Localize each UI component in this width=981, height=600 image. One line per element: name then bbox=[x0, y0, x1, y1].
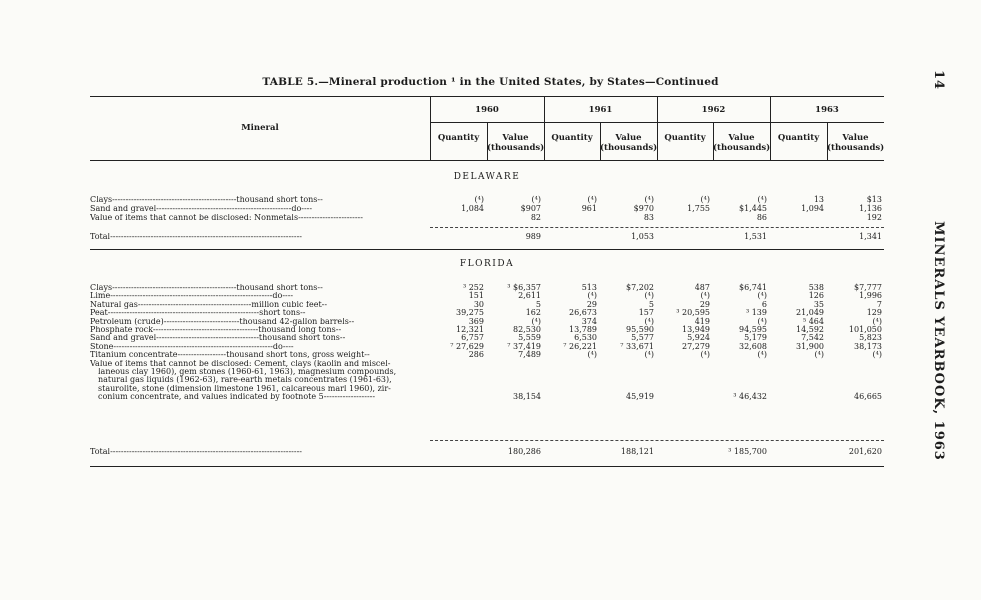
florida-row-cell: 95,590 bbox=[626, 325, 654, 334]
subtotal-rule bbox=[430, 440, 884, 441]
delaware-row-cell: 1,084 bbox=[461, 204, 484, 213]
florida-row-cell: (⁴) bbox=[644, 316, 654, 326]
delaware-row-cell: $970 bbox=[633, 204, 654, 213]
delaware-row-cell: (⁴) bbox=[644, 195, 654, 204]
florida-row-cell: 5,924 bbox=[687, 333, 710, 343]
florida-row-cell: (⁴) bbox=[872, 316, 882, 326]
florida-row-cell: $6,741 bbox=[739, 283, 767, 292]
florida-row-cell: 94,595 bbox=[739, 325, 767, 334]
delaware-row-cell: (⁴) bbox=[474, 195, 484, 204]
florida-row-cell: ⁵ 464 bbox=[802, 316, 824, 326]
florida-row-cell: ⁷ 37,419 bbox=[507, 341, 541, 351]
florida-row-label: Natural gas------------------------------------------million cubic feet-- bbox=[90, 300, 328, 309]
florida-row-cell: (⁴) bbox=[587, 291, 597, 301]
florida-undisclosed-cell: 38,154 bbox=[513, 392, 541, 402]
value-header: Value (thousands) bbox=[487, 133, 545, 153]
florida-undisclosed-cell: ³ 46,432 bbox=[733, 392, 767, 402]
delaware-row-label: Clays----------------------------------------------thousand short tons-- bbox=[90, 196, 323, 204]
florida-row-cell: ³ 20,595 bbox=[676, 308, 710, 318]
florida-undisclosed-cell: 45,919 bbox=[626, 392, 654, 402]
florida-row-cell: 513 bbox=[581, 283, 597, 292]
florida-row-cell: 14,592 bbox=[796, 325, 824, 334]
florida-row-cell: 82,530 bbox=[513, 325, 541, 334]
value-header: Value (thousands) bbox=[827, 133, 885, 153]
page-number: 14 bbox=[931, 70, 946, 91]
year-1963: 1963 bbox=[815, 105, 839, 115]
florida-row-cell: 26,673 bbox=[569, 308, 597, 318]
florida-row-label: Stone-----------------------------------------------------------do---- bbox=[90, 342, 294, 351]
florida-row-cell: 6 bbox=[761, 299, 767, 309]
florida-total-cell: 180,286 bbox=[507, 447, 541, 456]
florida-row-cell: ⁷ 33,671 bbox=[620, 341, 654, 351]
running-head: MINERALS YEARBOOK, 1963 bbox=[931, 221, 946, 461]
florida-row-cell: 27,279 bbox=[682, 341, 710, 351]
florida-row-cell: ³ $6,357 bbox=[507, 283, 541, 292]
florida-row-cell: 12,321 bbox=[456, 325, 484, 334]
florida-undisclosed-line: Value of items that cannot be disclosed: Cement, clays (kaolin and miscel- bbox=[90, 359, 391, 368]
delaware-row-cell: 1,755 bbox=[687, 204, 710, 213]
florida-row-cell: (⁴) bbox=[872, 350, 882, 360]
florida-row-cell: $7,202 bbox=[626, 283, 654, 292]
florida-row-cell: 419 bbox=[694, 316, 710, 326]
florida-row-cell: 369 bbox=[468, 316, 484, 326]
table-title: TABLE 5.—Mineral production ¹ in the United States, by States—Continued bbox=[262, 76, 719, 88]
florida-row-cell: 38,173 bbox=[854, 341, 882, 351]
florida-row-cell: 7,489 bbox=[518, 350, 541, 360]
delaware-row-cell: 961 bbox=[581, 204, 597, 213]
florida-row-cell: 1,996 bbox=[859, 291, 882, 301]
delaware-row-cell: 192 bbox=[866, 213, 882, 222]
delaware-row-cell: 13 bbox=[813, 195, 824, 204]
florida-row-label: Petroleum (crude)----------------------------thousand 42-gallon barrels-- bbox=[90, 317, 355, 326]
florida-row-label: Peat--------------------------------------------------------short tons-- bbox=[90, 309, 306, 318]
delaware-total-cell: 1,341 bbox=[859, 232, 882, 241]
florida-total-cell: 188,121 bbox=[620, 447, 654, 456]
florida-total-cell: 201,620 bbox=[848, 447, 882, 456]
florida-row-cell: 5,577 bbox=[631, 333, 654, 343]
florida-row-cell: 5,823 bbox=[859, 333, 882, 343]
florida-row-cell: 5 bbox=[648, 299, 654, 309]
florida-row-label: Titanium concentrate------------------thousand short tons, gross weight-- bbox=[90, 351, 370, 360]
delaware-total-cell: 1,053 bbox=[631, 232, 654, 241]
florida-total-label: Total----------------------------------------------------------------------- bbox=[90, 448, 302, 456]
delaware-row-cell: (⁴) bbox=[700, 195, 710, 204]
delaware-row-cell: 86 bbox=[756, 213, 767, 222]
delaware-total-cell: 989 bbox=[525, 232, 541, 241]
delaware-row-cell: 1,136 bbox=[859, 204, 882, 213]
quantity-header: Quantity bbox=[551, 133, 593, 143]
florida-row-cell: 13,789 bbox=[569, 325, 597, 334]
section-florida: FLORIDA bbox=[459, 259, 515, 269]
florida-row-cell: (⁴) bbox=[757, 350, 767, 360]
florida-row-cell: (⁴) bbox=[700, 350, 710, 360]
delaware-row-label: Value of items that cannot be disclosed: Nonmetals------------------------ bbox=[90, 214, 363, 222]
delaware-total-label: Total----------------------------------------------------------------------- bbox=[90, 233, 302, 241]
florida-row-cell: ³ 252 bbox=[462, 283, 484, 292]
florida-row-cell: (⁴) bbox=[587, 350, 597, 360]
delaware-row-cell: (⁴) bbox=[587, 195, 597, 204]
florida-row-label: Sand and gravel--------------------------------------thousand short tons-- bbox=[90, 334, 346, 343]
florida-row-cell: 7,542 bbox=[801, 333, 824, 343]
florida-row-cell: 39,275 bbox=[456, 308, 484, 318]
florida-row-cell: (⁴) bbox=[644, 291, 654, 301]
florida-row-cell: (⁴) bbox=[814, 350, 824, 360]
florida-undisclosed-line: laneous clay 1960), gem stones (1960-61, 1963), magnesium compounds, bbox=[98, 368, 397, 376]
quantity-header: Quantity bbox=[664, 133, 706, 143]
florida-row-cell: 129 bbox=[866, 308, 882, 318]
florida-row-cell: ⁷ 26,221 bbox=[563, 341, 597, 351]
florida-row-label: Phosphate rock---------------------------------------thousand long tons-- bbox=[90, 326, 342, 334]
florida-row-cell: 374 bbox=[581, 316, 597, 326]
florida-row-cell: 2,611 bbox=[518, 291, 541, 301]
florida-row-cell: ⁷ 27,629 bbox=[450, 341, 484, 351]
florida-row-cell: 6,530 bbox=[574, 333, 597, 343]
florida-row-cell: (⁴) bbox=[531, 316, 541, 326]
delaware-row-cell: $13 bbox=[866, 195, 882, 204]
delaware-row-cell: $907 bbox=[520, 204, 541, 213]
florida-row-cell: 31,900 bbox=[796, 341, 824, 351]
mineral-header: Mineral bbox=[241, 123, 279, 133]
value-header: Value (thousands) bbox=[713, 133, 771, 153]
header-bottom-rule bbox=[90, 160, 884, 161]
section-delaware: DELAWARE bbox=[453, 172, 521, 182]
delaware-row-cell: 1,094 bbox=[801, 204, 824, 213]
florida-row-cell: 162 bbox=[525, 308, 541, 318]
florida-row-cell: (⁴) bbox=[757, 316, 767, 326]
table-top-rule bbox=[90, 96, 884, 97]
florida-undisclosed-line: staurolite, stone (dimension limestone 1961, calcareous marl 1960), zir- bbox=[98, 384, 391, 393]
delaware-row-cell: 82 bbox=[530, 213, 541, 222]
delaware-row-cell: (⁴) bbox=[531, 195, 541, 204]
florida-row-cell: 30 bbox=[473, 299, 484, 309]
florida-row-cell: 29 bbox=[586, 299, 597, 309]
florida-total-cell: ³ 185,700 bbox=[728, 447, 767, 456]
florida-undisclosed-cell: 46,665 bbox=[854, 392, 882, 402]
florida-row-cell: 6,757 bbox=[461, 333, 484, 343]
florida-row-cell: 538 bbox=[808, 283, 824, 292]
florida-undisclosed-line: conium concentrate, and values indicated by footnote 5------------------- bbox=[98, 393, 376, 402]
florida-row-cell: 5 bbox=[535, 299, 541, 309]
florida-row-cell: ³ 139 bbox=[745, 308, 767, 318]
delaware-row-cell: 83 bbox=[643, 213, 654, 222]
florida-row-cell: 157 bbox=[638, 308, 654, 318]
year-1960: 1960 bbox=[475, 105, 499, 115]
section-rule bbox=[90, 249, 884, 250]
delaware-row-label: Sand and gravel--------------------------------------------------do---- bbox=[90, 205, 313, 213]
florida-row-cell: (⁴) bbox=[757, 291, 767, 301]
florida-row-cell: 29 bbox=[699, 299, 710, 309]
florida-row-cell: 101,050 bbox=[848, 325, 882, 334]
florida-undisclosed-line: natural gas liquids (1962-63), rare-earth metals concentrates (1961-63), bbox=[98, 376, 392, 385]
year-1961: 1961 bbox=[588, 105, 613, 115]
delaware-total-cell: 1,531 bbox=[744, 232, 767, 241]
florida-row-cell: (⁴) bbox=[644, 350, 654, 360]
florida-row-cell: (⁴) bbox=[700, 291, 710, 301]
delaware-row-cell: (⁴) bbox=[757, 195, 767, 204]
florida-row-cell: 5,179 bbox=[744, 333, 767, 343]
florida-row-cell: 35 bbox=[813, 299, 824, 309]
florida-row-cell: 487 bbox=[694, 283, 710, 292]
florida-row-cell: 7 bbox=[876, 299, 882, 309]
running-head-sidebar bbox=[931, 70, 946, 540]
florida-row-cell: 286 bbox=[468, 350, 484, 360]
florida-row-cell: $7,777 bbox=[854, 283, 882, 292]
quantity-header: Quantity bbox=[777, 133, 820, 143]
florida-row-label: Lime------------------------------------------------------------do---- bbox=[90, 292, 294, 301]
florida-row-cell: 21,049 bbox=[796, 308, 824, 318]
florida-row-cell: 13,949 bbox=[682, 325, 710, 334]
value-header: Value (thousands) bbox=[600, 133, 658, 153]
florida-row-cell: 126 bbox=[808, 291, 824, 301]
subtotal-rule bbox=[430, 227, 884, 228]
quantity-header: Quantity bbox=[437, 133, 480, 143]
delaware-row-cell: $1,445 bbox=[739, 204, 767, 213]
table-bottom-rule bbox=[90, 466, 884, 467]
florida-row-cell: 32,608 bbox=[739, 341, 767, 351]
florida-row-label: Clays----------------------------------------------thousand short tons-- bbox=[90, 284, 323, 292]
florida-row-cell: 5,559 bbox=[518, 333, 541, 343]
year-1962: 1962 bbox=[701, 105, 726, 115]
florida-row-cell: 151 bbox=[468, 291, 484, 301]
